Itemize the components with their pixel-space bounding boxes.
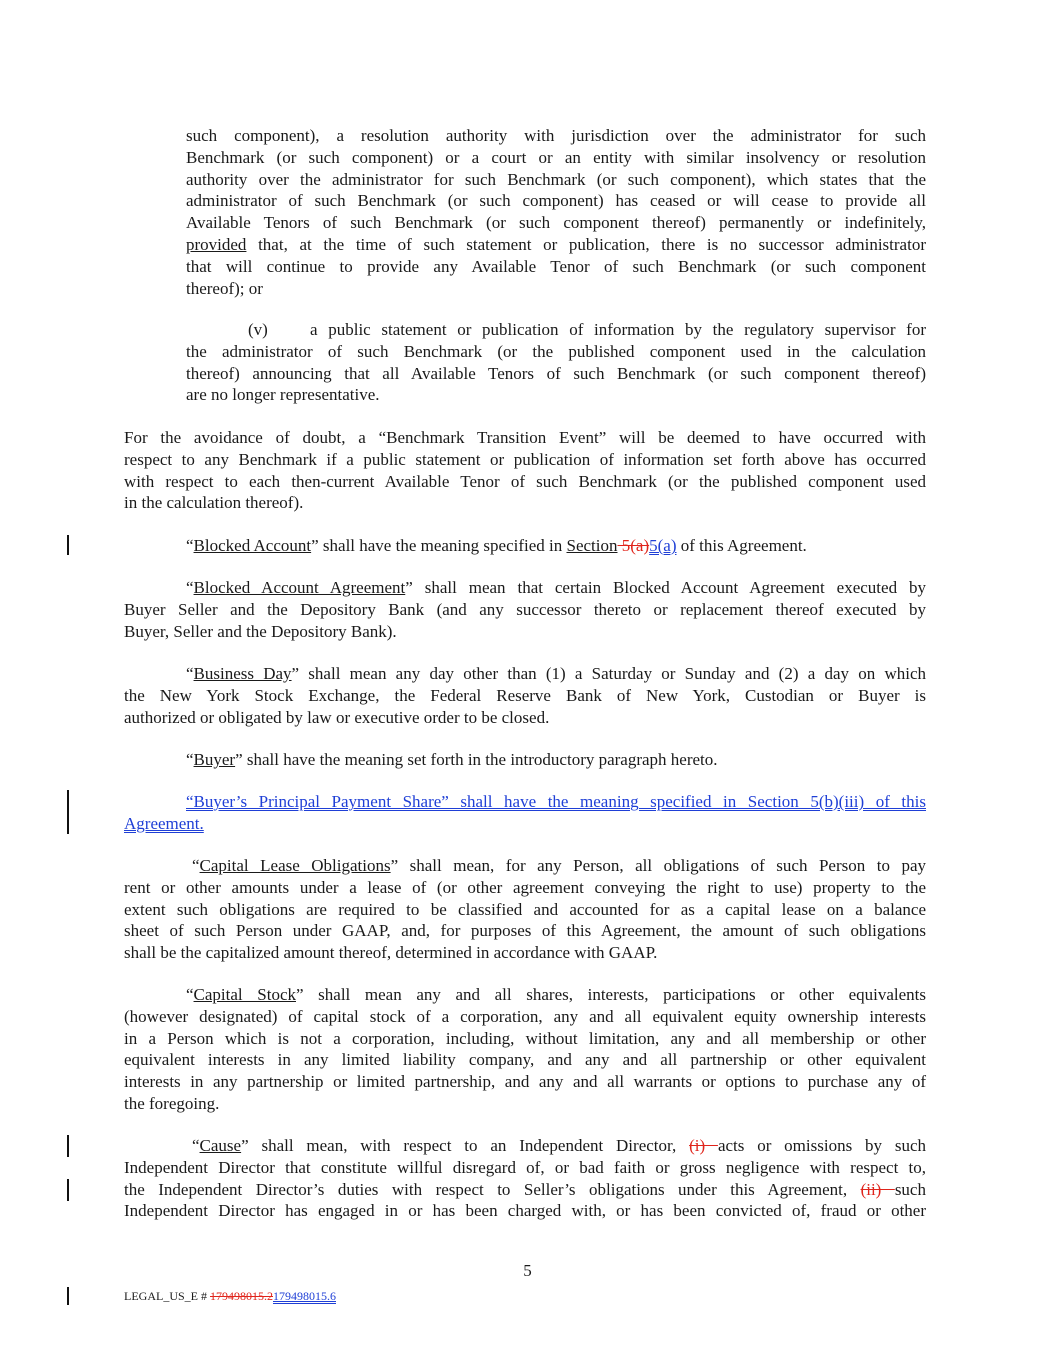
text-line: Buyer Seller and the Depository Bank (and any successor thereto or replacement thereof executed by [124, 599, 926, 619]
text-run: the Independent Director’s duties with respect to Seller’s obligations under this Agreement, [124, 1179, 861, 1199]
text-line: respect to any Benchmark if a public statement or publication of information set forth above has occurred [124, 449, 926, 469]
text-run: ” shall mean any day other than (1) a Saturday or Sunday and (2) a day on which [291, 664, 926, 683]
text-run: ” shall have the meaning set forth in the introductory paragraph hereto. [235, 750, 718, 769]
text-line [124, 791, 926, 813]
text-line [124, 984, 926, 1006]
text-line: in a Person which is not a corporation, including, without limitation, any and all membership or other [124, 1028, 926, 1048]
text-line: Independent Director has engaged in or has been charged with, or has been convicted of, fraud or other [124, 1201, 926, 1221]
page-number: 5 [523, 1261, 532, 1280]
text-run: a public statement or publication of information by the regulatory supervisor for [310, 320, 926, 339]
text-line: in the calculation thereof). [124, 493, 304, 513]
inserted-text: “Buyer’s Principal Payment Share” shall have the meaning specified in Section 5(b)(iii) of this [186, 792, 926, 811]
text-run: ” shall mean that certain Blocked Account Agreement executed by [405, 578, 926, 597]
text-line: Independent Director that constitute willful disregard of, or bad faith or gross negligence with respect to, [124, 1157, 926, 1177]
text-line: shall be the capitalized amount thereof, determined in accordance with GAAP. [124, 943, 658, 963]
definition-blocked-account-agreement [124, 577, 926, 642]
quote: “ [186, 664, 194, 683]
text-line: that will continue to provide any Available Tenor of such Benchmark (or such component [186, 256, 926, 276]
text-line: with respect to each then-current Available Tenor of such Benchmark (or the published component used [124, 471, 926, 491]
definition-blocked-account [124, 535, 926, 557]
defined-term: Blocked Account [193, 536, 312, 555]
text-line: Benchmark (or such component) or a court or an entity with similar insolvency or resolution [186, 147, 926, 167]
definition-cause [124, 1135, 926, 1222]
defined-term: Business Day [193, 664, 292, 683]
inserted-text: Agreement. [124, 813, 204, 833]
provided-term: provided [186, 234, 247, 254]
text-line [124, 1135, 926, 1157]
text-line [186, 234, 926, 256]
text-line: sheet of such Person under GAAP, and, for purposes of this Agreement, the amount of such obligations [124, 921, 926, 941]
text-line [124, 855, 926, 877]
quote: “ [186, 536, 194, 555]
change-bar [67, 1179, 69, 1201]
defined-term: Blocked Account Agreement [193, 578, 406, 597]
text-line [124, 577, 926, 599]
definition-capital-stock [124, 984, 926, 1115]
quote: “ [186, 750, 194, 769]
text-run: ” shall mean, for any Person, all obligations of such Person to pay [390, 856, 926, 875]
definition-buyers-principal-payment-share [124, 791, 926, 835]
text-run: of this Agreement. [676, 536, 807, 555]
quote: “ [192, 856, 200, 875]
definition-buyer [124, 749, 926, 771]
clause-number: (v) [248, 320, 268, 339]
text-line [124, 535, 926, 557]
text-run: ” shall mean, with respect to an Independent Director, [241, 1136, 690, 1155]
text-line: administrator of such Benchmark (or such component) has ceased or will cease to provide all [186, 191, 926, 211]
deleted-text: (ii) [860, 1179, 895, 1199]
definition-business-day [124, 663, 926, 728]
deleted-text: (i) [689, 1136, 718, 1155]
avoidance-of-doubt-paragraph [124, 427, 926, 514]
quote: “ [186, 985, 194, 1004]
document-footer [124, 1289, 336, 1304]
text-line [124, 663, 926, 685]
text-line: authority over the administrator for such Benchmark (or such component), which states that the [186, 169, 926, 189]
defined-term: Capital Stock [193, 985, 296, 1004]
text-line: such component), a resolution authority with jurisdiction over the administrator for such [186, 126, 926, 145]
text-run: that, at the time of such statement or publication, there is no successor administrator [246, 234, 926, 254]
text-line: the foregoing. [124, 1093, 220, 1113]
text-run: ” shall have the meaning specified in [311, 536, 567, 555]
quote: “ [192, 1136, 200, 1155]
text-line: authorized or obligated by law or executive order to be closed. [124, 707, 550, 727]
change-bar [67, 1287, 69, 1305]
inserted-text: 5(a) [649, 536, 677, 555]
clause-iv-continuation [186, 125, 926, 299]
text-line: rent or other amounts under a lease of (or other agreement conveying the right to use) property to the [124, 877, 926, 897]
text-line: equivalent interests in any limited liability company, and any and all partnership or other equivalent [124, 1050, 926, 1070]
change-bar [67, 790, 69, 834]
text-line: Available Tenors of such Benchmark (or such component thereof) permanently or indefinitely, [186, 213, 926, 233]
text-line: thereof); or [186, 278, 263, 298]
text-line: extent such obligations are required to be classified and accounted for as a capital lease on a balance [124, 899, 926, 919]
defined-term: Capital Lease Obligations [199, 856, 391, 875]
change-bar [67, 535, 69, 555]
text-run: ” shall mean any and all shares, interests, participations or other equivalents [296, 985, 927, 1004]
footer-deleted-id: 179498015.2 [210, 1289, 273, 1303]
definition-capital-lease-obligations [124, 855, 926, 964]
deleted-text: 5(a) [617, 536, 650, 555]
text-line: thereof) announcing that all Available Tenors of such Benchmark (or such component thereof) [186, 363, 926, 383]
clause-v [186, 319, 926, 406]
text-line: the New York Stock Exchange, the Federal Reserve Bank of New York, Custodian or Buyer is [124, 685, 926, 705]
text-line [124, 749, 926, 771]
text-line: Buyer, Seller and the Depository Bank). [124, 621, 397, 641]
defined-term: Buyer [193, 750, 236, 769]
quote: “ [186, 578, 194, 597]
text-line: interests in any partnership or limited partnership, and any and all warrants or options to purchase any of [124, 1072, 926, 1092]
text-line [124, 1179, 926, 1201]
text-run: acts or omissions by such [717, 1136, 926, 1155]
text-line: the administrator of such Benchmark (or the published component used in the calculation [186, 341, 926, 361]
text-line: (however designated) of capital stock of a corporation, any and all equivalent equity ownership interests [124, 1006, 926, 1026]
defined-term: Cause [199, 1136, 242, 1155]
footer-prefix: LEGAL_US_E # [124, 1289, 210, 1303]
text-line: For the avoidance of doubt, a “Benchmark Transition Event” will be deemed to have occurred with [124, 428, 926, 447]
text-line: are no longer representative. [186, 385, 380, 405]
text-line [186, 319, 926, 341]
text-line [124, 813, 926, 835]
section-reference: Section [566, 536, 618, 555]
footer-inserted-id: 179498015.6 [273, 1289, 336, 1303]
text-run: such [894, 1179, 926, 1199]
change-bar [67, 1135, 69, 1157]
